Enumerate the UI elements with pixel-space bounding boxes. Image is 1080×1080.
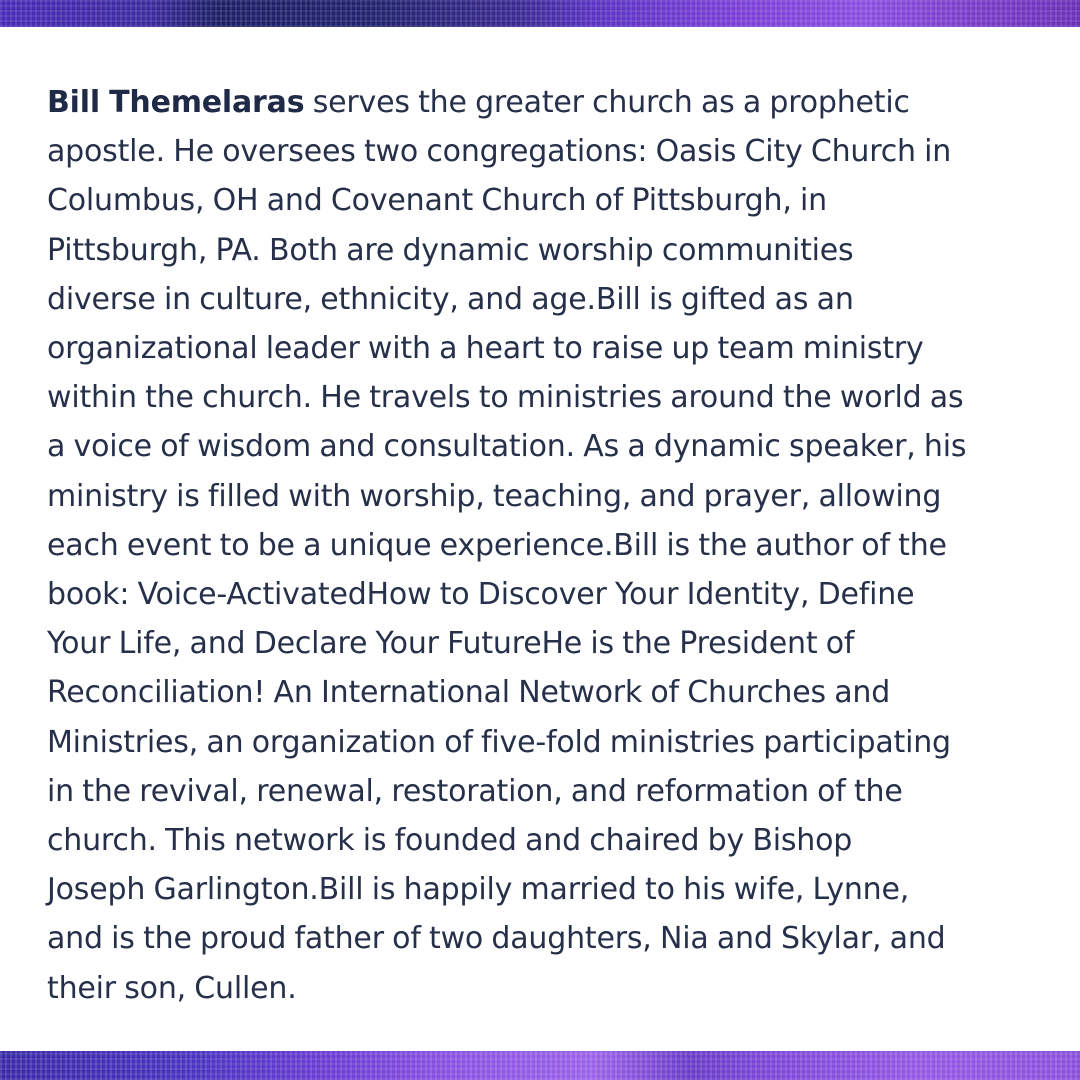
bio-line: organizational leader with a heart to raise up team ministry (47, 331, 924, 367)
bio-line: each event to be a unique experience.Bill is the author of the (47, 527, 947, 563)
bio-line: apostle. He oversees two congregations: Oasis City Church in (47, 134, 952, 170)
bio-line: Reconciliation! An International Network of Churches and (47, 675, 891, 711)
bottom-decorative-band (0, 1051, 1080, 1080)
bio-line: serves the greater church as a prophetic (304, 85, 910, 120)
bio-paragraph (47, 78, 1047, 1013)
bio-line: ministry is filled with worship, teaching, and prayer, allowing (47, 478, 942, 514)
bio-line: book: Voice-ActivatedHow to Discover Your Identity, Define (47, 577, 915, 613)
bio-line: a voice of wisdom and consultation. As a dynamic speaker, his (47, 429, 967, 465)
bio-line: church. This network is founded and chaired by Bishop (47, 823, 853, 859)
bio-line: and is the proud father of two daughters, Nia and Skylar, and (47, 921, 946, 957)
bio-line: Pittsburgh, PA. Both are dynamic worship communities (47, 232, 854, 268)
bio-line: Ministries, an organization of five-fold ministries participating (47, 724, 951, 760)
bio-line: Joseph Garlington.Bill is happily married to his wife, Lynne, (47, 872, 910, 908)
bio-content (47, 78, 1047, 1013)
bio-name: Bill Themelaras (47, 85, 305, 120)
top-decorative-band (0, 0, 1080, 27)
bio-line: Your Life, and Declare Your FutureHe is the President of (47, 626, 855, 662)
bio-line: in the revival, renewal, restoration, and reformation of the (47, 773, 903, 809)
bio-line: their son, Cullen. (47, 970, 297, 1006)
bio-line: Columbus, OH and Covenant Church of Pittsburgh, in (47, 183, 827, 219)
bio-line: diverse in culture, ethnicity, and age.Bill is gifted as an (47, 281, 854, 317)
bio-line: within the church. He travels to ministries around the world as (47, 380, 964, 416)
